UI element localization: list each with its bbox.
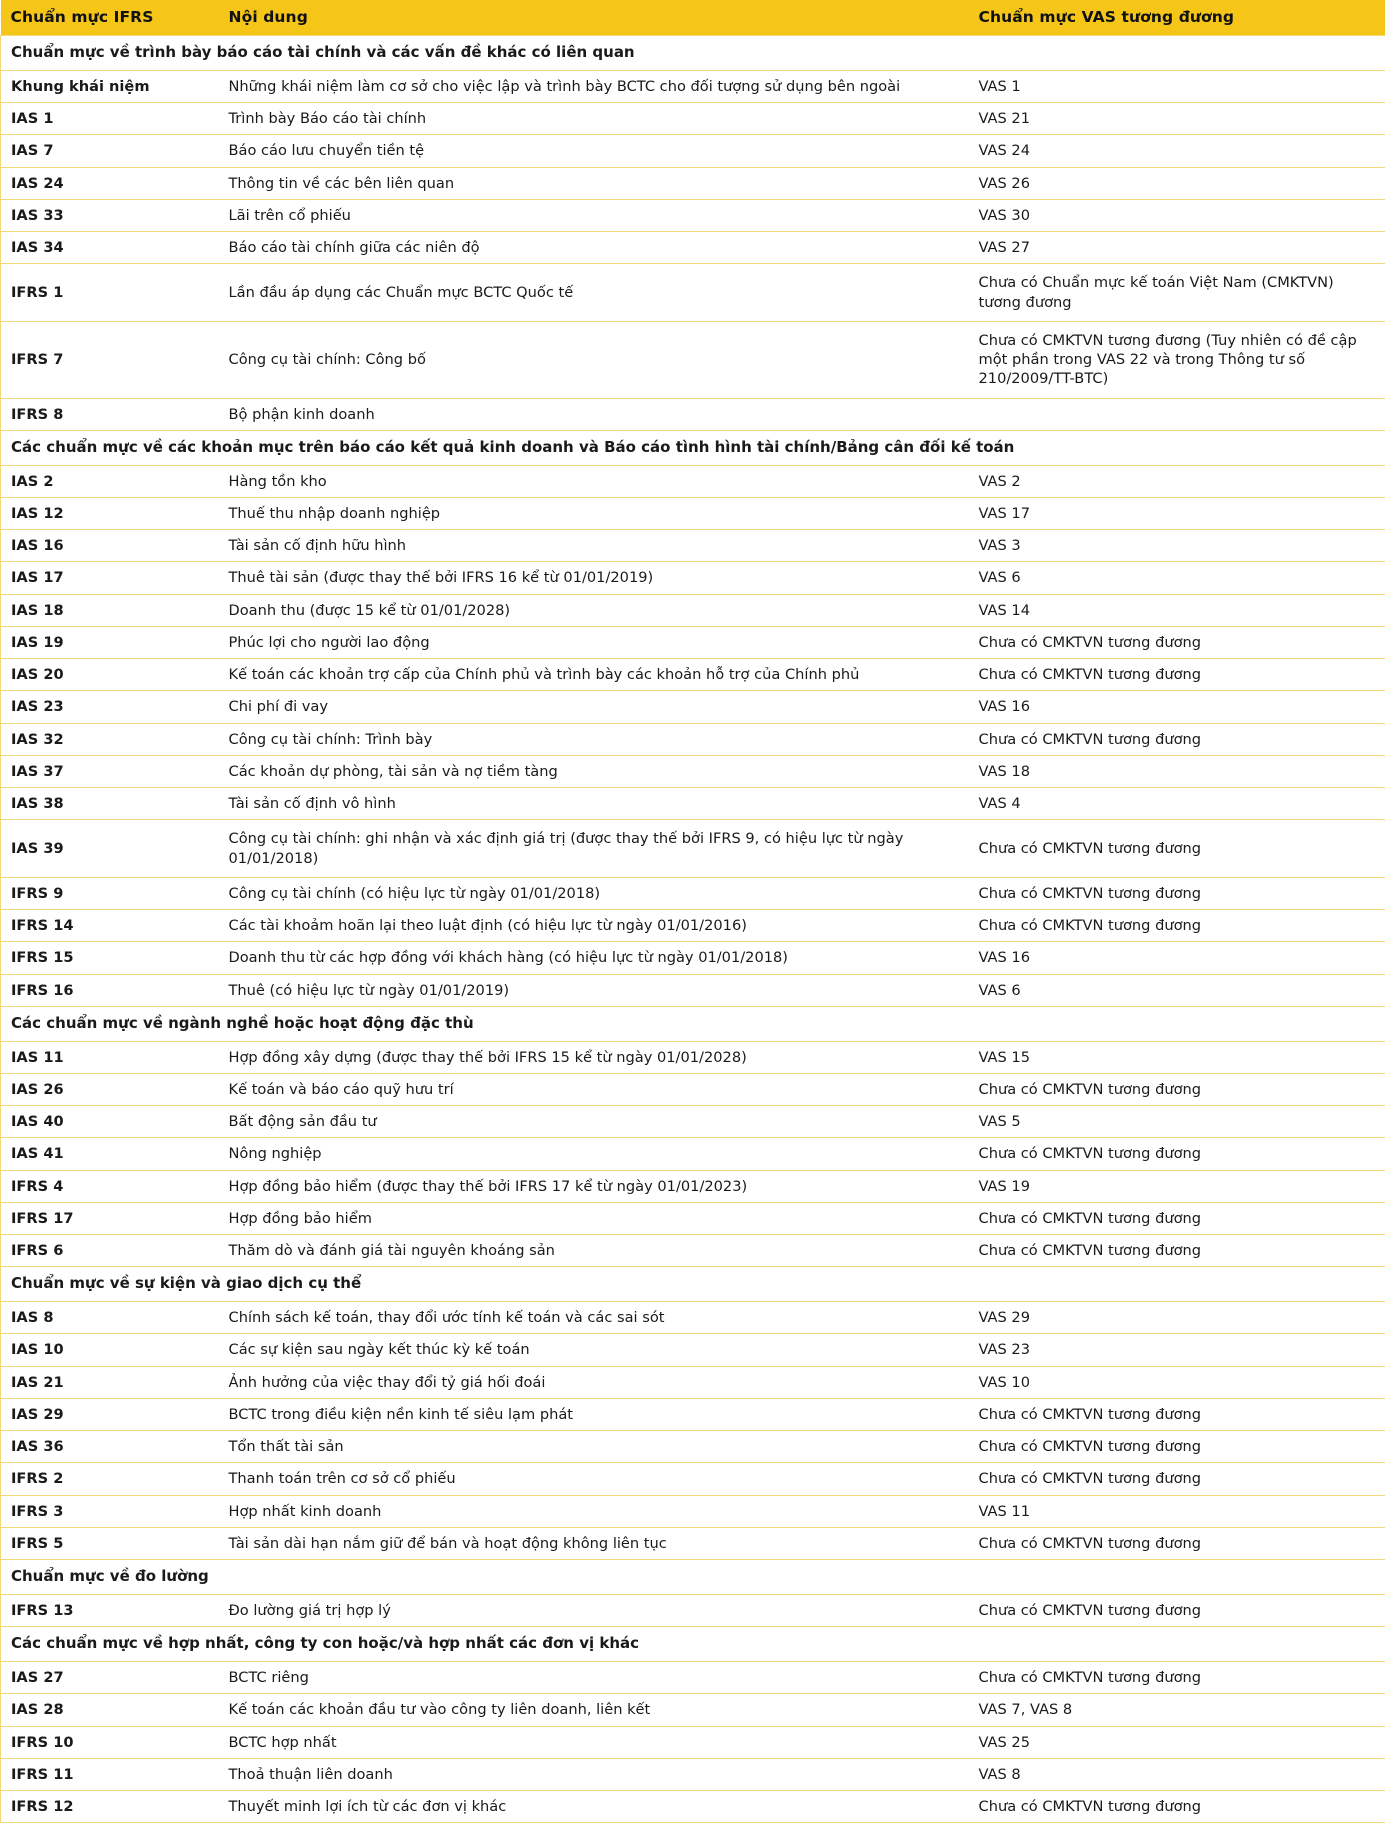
cell-ifrs-code: IFRS 9: [1, 877, 219, 909]
cell-ifrs-code: IAS 1: [1, 103, 219, 135]
cell-ifrs-code: IAS 20: [1, 659, 219, 691]
cell-ifrs-code: IAS 19: [1, 626, 219, 658]
cell-content: Hợp đồng bảo hiểm (được thay thế bởi IFRS 17 kể từ ngày 01/01/2023): [219, 1170, 969, 1202]
group-label: Chuẩn mực về trình bày báo cáo tài chính và các vấn đề khác có liên quan: [1, 36, 1385, 71]
column-header-vas: Chuẩn mực VAS tương đương: [969, 0, 1385, 36]
cell-ifrs-code: Khung khái niệm: [1, 70, 219, 102]
cell-content: Doanh thu từ các hợp đồng với khách hàng (có hiệu lực từ ngày 01/01/2018): [219, 942, 969, 974]
cell-vas-equivalent: Chưa có CMKTVN tương đương (Tuy nhiên có đề cập một phần trong VAS 22 và trong Thông tư số 210/2009/TT-BTC): [969, 321, 1385, 398]
cell-ifrs-code: IFRS 11: [1, 1758, 219, 1790]
cell-ifrs-code: IAS 11: [1, 1041, 219, 1073]
table-row: [1, 321, 1385, 398]
group-label: Các chuẩn mực về hợp nhất, công ty con hoặc/và hợp nhất các đơn vị khác: [1, 1627, 1385, 1662]
cell-vas-equivalent: VAS 7, VAS 8: [969, 1694, 1385, 1726]
cell-ifrs-code: IFRS 2: [1, 1463, 219, 1495]
cell-vas-equivalent: Chưa có CMKTVN tương đương: [969, 1527, 1385, 1559]
cell-ifrs-code: IAS 34: [1, 232, 219, 264]
table-row: [1, 465, 1385, 497]
cell-ifrs-code: IAS 7: [1, 135, 219, 167]
table-row: [1, 70, 1385, 102]
table-row: [1, 562, 1385, 594]
cell-vas-equivalent: VAS 27: [969, 232, 1385, 264]
table-row: [1, 264, 1385, 322]
cell-vas-equivalent: Chưa có CMKTVN tương đương: [969, 1073, 1385, 1105]
cell-vas-equivalent: VAS 29: [969, 1302, 1385, 1334]
column-header-ifrs: Chuẩn mực IFRS: [1, 0, 219, 36]
cell-vas-equivalent: Chưa có Chuẩn mực kế toán Việt Nam (CMKTVN) tương đương: [969, 264, 1385, 322]
table-row: [1, 755, 1385, 787]
cell-content: Các khoản dự phòng, tài sản và nợ tiềm tàng: [219, 755, 969, 787]
cell-vas-equivalent: VAS 18: [969, 755, 1385, 787]
cell-content: Công cụ tài chính: ghi nhận và xác định giá trị (được thay thế bởi IFRS 9, có hiệu lực từ ngày 01/01/2018): [219, 820, 969, 878]
table-group-row: [1, 430, 1385, 465]
cell-ifrs-code: IFRS 8: [1, 398, 219, 430]
cell-ifrs-code: IAS 21: [1, 1366, 219, 1398]
cell-content: Hợp đồng xây dựng (được thay thế bởi IFRS 15 kể từ ngày 01/01/2028): [219, 1041, 969, 1073]
cell-content: Lãi trên cổ phiếu: [219, 199, 969, 231]
cell-ifrs-code: IFRS 1: [1, 264, 219, 322]
cell-vas-equivalent: VAS 25: [969, 1726, 1385, 1758]
cell-ifrs-code: IFRS 13: [1, 1594, 219, 1626]
cell-vas-equivalent: Chưa có CMKTVN tương đương: [969, 1431, 1385, 1463]
cell-ifrs-code: IAS 29: [1, 1398, 219, 1430]
cell-vas-equivalent: Chưa có CMKTVN tương đương: [969, 1463, 1385, 1495]
table-group-row: [1, 1627, 1385, 1662]
column-header-content: Nội dung: [219, 0, 969, 36]
cell-vas-equivalent: Chưa có CMKTVN tương đương: [969, 1202, 1385, 1234]
cell-content: Thoả thuận liên doanh: [219, 1758, 969, 1790]
cell-content: Thuế thu nhập doanh nghiệp: [219, 497, 969, 529]
cell-content: Các tài khoảm hoãn lại theo luật định (có hiệu lực từ ngày 01/01/2016): [219, 910, 969, 942]
cell-ifrs-code: IAS 39: [1, 820, 219, 878]
cell-content: Báo cáo tài chính giữa các niên độ: [219, 232, 969, 264]
cell-ifrs-code: IAS 38: [1, 788, 219, 820]
cell-ifrs-code: IAS 37: [1, 755, 219, 787]
table-row: [1, 530, 1385, 562]
cell-content: Công cụ tài chính: Trình bày: [219, 723, 969, 755]
cell-content: Thanh toán trên cơ sở cổ phiếu: [219, 1463, 969, 1495]
cell-vas-equivalent: VAS 3: [969, 530, 1385, 562]
cell-ifrs-code: IFRS 6: [1, 1235, 219, 1267]
cell-vas-equivalent: [969, 398, 1385, 430]
cell-vas-equivalent: VAS 10: [969, 1366, 1385, 1398]
cell-ifrs-code: IAS 32: [1, 723, 219, 755]
cell-vas-equivalent: Chưa có CMKTVN tương đương: [969, 1662, 1385, 1694]
cell-ifrs-code: IFRS 16: [1, 974, 219, 1006]
cell-ifrs-code: IAS 41: [1, 1138, 219, 1170]
cell-ifrs-code: IAS 16: [1, 530, 219, 562]
cell-content: Nông nghiệp: [219, 1138, 969, 1170]
cell-content: Thuyết minh lợi ích từ các đơn vị khác: [219, 1791, 969, 1823]
table-row: [1, 659, 1385, 691]
cell-vas-equivalent: Chưa có CMKTVN tương đương: [969, 659, 1385, 691]
table-row: [1, 1041, 1385, 1073]
cell-content: BCTC trong điều kiện nền kinh tế siêu lạm phát: [219, 1398, 969, 1430]
cell-ifrs-code: IFRS 4: [1, 1170, 219, 1202]
cell-content: Tổn thất tài sản: [219, 1431, 969, 1463]
cell-vas-equivalent: VAS 16: [969, 691, 1385, 723]
cell-content: Kế toán các khoản đầu tư vào công ty liên doanh, liên kết: [219, 1694, 969, 1726]
cell-ifrs-code: IAS 24: [1, 167, 219, 199]
cell-ifrs-code: IFRS 12: [1, 1791, 219, 1823]
cell-ifrs-code: IAS 2: [1, 465, 219, 497]
table-row: [1, 1726, 1385, 1758]
cell-content: Trình bày Báo cáo tài chính: [219, 103, 969, 135]
table-row: [1, 1366, 1385, 1398]
cell-vas-equivalent: Chưa có CMKTVN tương đương: [969, 1138, 1385, 1170]
table-row: [1, 626, 1385, 658]
cell-vas-equivalent: Chưa có CMKTVN tương đương: [969, 910, 1385, 942]
cell-vas-equivalent: VAS 1: [969, 70, 1385, 102]
cell-content: Thuê tài sản (được thay thế bởi IFRS 16 kể từ 01/01/2019): [219, 562, 969, 594]
cell-vas-equivalent: VAS 24: [969, 135, 1385, 167]
cell-ifrs-code: IFRS 7: [1, 321, 219, 398]
cell-ifrs-code: IAS 18: [1, 594, 219, 626]
table-row: [1, 135, 1385, 167]
cell-ifrs-code: IFRS 17: [1, 1202, 219, 1234]
cell-content: Thăm dò và đánh giá tài nguyên khoáng sản: [219, 1235, 969, 1267]
cell-vas-equivalent: VAS 8: [969, 1758, 1385, 1790]
cell-content: Chính sách kế toán, thay đổi ước tính kế toán và các sai sót: [219, 1302, 969, 1334]
cell-ifrs-code: IAS 27: [1, 1662, 219, 1694]
table-row: [1, 1431, 1385, 1463]
table-row: [1, 497, 1385, 529]
cell-ifrs-code: IAS 40: [1, 1106, 219, 1138]
cell-vas-equivalent: VAS 21: [969, 103, 1385, 135]
table-row: [1, 594, 1385, 626]
cell-vas-equivalent: VAS 26: [969, 167, 1385, 199]
table-group-row: [1, 1560, 1385, 1595]
cell-content: Doanh thu (được 15 kể từ 01/01/2028): [219, 594, 969, 626]
table-row: [1, 1202, 1385, 1234]
cell-content: Lần đầu áp dụng các Chuẩn mực BCTC Quốc tế: [219, 264, 969, 322]
table-row: [1, 1791, 1385, 1823]
table-row: [1, 103, 1385, 135]
cell-ifrs-code: IAS 8: [1, 1302, 219, 1334]
cell-content: Tài sản cố định vô hình: [219, 788, 969, 820]
cell-vas-equivalent: VAS 6: [969, 974, 1385, 1006]
cell-vas-equivalent: VAS 17: [969, 497, 1385, 529]
table-row: [1, 910, 1385, 942]
table-row: [1, 877, 1385, 909]
cell-ifrs-code: IAS 28: [1, 1694, 219, 1726]
cell-content: Ảnh hưởng của việc thay đổi tỷ giá hối đoái: [219, 1366, 969, 1398]
cell-ifrs-code: IFRS 10: [1, 1726, 219, 1758]
cell-content: Tài sản dài hạn nắm giữ để bán và hoạt động không liên tục: [219, 1527, 969, 1559]
table-row: [1, 1694, 1385, 1726]
cell-vas-equivalent: VAS 23: [969, 1334, 1385, 1366]
table-row: [1, 1398, 1385, 1430]
group-label: Chuẩn mực về đo lường: [1, 1560, 1385, 1595]
cell-vas-equivalent: Chưa có CMKTVN tương đương: [969, 1791, 1385, 1823]
cell-content: Hợp đồng bảo hiểm: [219, 1202, 969, 1234]
table-row: [1, 820, 1385, 878]
cell-vas-equivalent: VAS 2: [969, 465, 1385, 497]
cell-content: Hàng tồn kho: [219, 465, 969, 497]
table-row: [1, 1463, 1385, 1495]
cell-vas-equivalent: Chưa có CMKTVN tương đương: [969, 820, 1385, 878]
cell-content: Kế toán và báo cáo quỹ hưu trí: [219, 1073, 969, 1105]
cell-vas-equivalent: Chưa có CMKTVN tương đương: [969, 723, 1385, 755]
cell-vas-equivalent: Chưa có CMKTVN tương đương: [969, 1398, 1385, 1430]
cell-content: Chi phí đi vay: [219, 691, 969, 723]
table-row: [1, 1334, 1385, 1366]
table-row: [1, 1302, 1385, 1334]
table-row: [1, 974, 1385, 1006]
table-row: [1, 723, 1385, 755]
table-row: [1, 199, 1385, 231]
cell-ifrs-code: IAS 26: [1, 1073, 219, 1105]
table-row: [1, 1073, 1385, 1105]
cell-content: Tài sản cố định hữu hình: [219, 530, 969, 562]
table-body: [1, 36, 1385, 1823]
table-row: [1, 788, 1385, 820]
cell-vas-equivalent: VAS 14: [969, 594, 1385, 626]
cell-content: Phúc lợi cho người lao động: [219, 626, 969, 658]
table-group-row: [1, 1267, 1385, 1302]
table-row: [1, 1527, 1385, 1559]
cell-content: Bất động sản đầu tư: [219, 1106, 969, 1138]
cell-vas-equivalent: VAS 30: [969, 199, 1385, 231]
table-row: [1, 691, 1385, 723]
cell-content: BCTC hợp nhất: [219, 1726, 969, 1758]
cell-ifrs-code: IAS 10: [1, 1334, 219, 1366]
cell-ifrs-code: IFRS 3: [1, 1495, 219, 1527]
table-row: [1, 167, 1385, 199]
cell-content: Báo cáo lưu chuyển tiền tệ: [219, 135, 969, 167]
cell-content: Công cụ tài chính: Công bố: [219, 321, 969, 398]
cell-ifrs-code: IFRS 5: [1, 1527, 219, 1559]
table-row: [1, 1138, 1385, 1170]
cell-ifrs-code: IAS 33: [1, 199, 219, 231]
cell-vas-equivalent: VAS 6: [969, 562, 1385, 594]
table-header-row: [1, 0, 1385, 36]
table-row: [1, 1106, 1385, 1138]
cell-content: Những khái niệm làm cơ sở cho việc lập và trình bày BCTC cho đối tượng sử dụng bên ngoài: [219, 70, 969, 102]
cell-content: BCTC riêng: [219, 1662, 969, 1694]
table-group-row: [1, 1006, 1385, 1041]
cell-vas-equivalent: VAS 11: [969, 1495, 1385, 1527]
table-row: [1, 1170, 1385, 1202]
cell-content: Thuê (có hiệu lực từ ngày 01/01/2019): [219, 974, 969, 1006]
cell-content: Thông tin về các bên liên quan: [219, 167, 969, 199]
cell-ifrs-code: IAS 17: [1, 562, 219, 594]
cell-vas-equivalent: Chưa có CMKTVN tương đương: [969, 1235, 1385, 1267]
table-row: [1, 1235, 1385, 1267]
cell-content: Các sự kiện sau ngày kết thúc kỳ kế toán: [219, 1334, 969, 1366]
cell-content: Hợp nhất kinh doanh: [219, 1495, 969, 1527]
cell-content: Công cụ tài chính (có hiệu lực từ ngày 01/01/2018): [219, 877, 969, 909]
cell-content: Kế toán các khoản trợ cấp của Chính phủ và trình bày các khoản hỗ trợ của Chính phủ: [219, 659, 969, 691]
table-header: [1, 0, 1385, 36]
cell-ifrs-code: IAS 23: [1, 691, 219, 723]
table-row: [1, 942, 1385, 974]
cell-vas-equivalent: Chưa có CMKTVN tương đương: [969, 1594, 1385, 1626]
cell-vas-equivalent: VAS 19: [969, 1170, 1385, 1202]
cell-ifrs-code: IAS 36: [1, 1431, 219, 1463]
cell-vas-equivalent: VAS 16: [969, 942, 1385, 974]
cell-vas-equivalent: Chưa có CMKTVN tương đương: [969, 877, 1385, 909]
table-row: [1, 1594, 1385, 1626]
table-row: [1, 232, 1385, 264]
group-label: Các chuẩn mực về các khoản mục trên báo cáo kết quả kinh doanh và Báo cáo tình hình tài chính/Bảng cân đối kế toán: [1, 430, 1385, 465]
cell-content: Đo lường giá trị hợp lý: [219, 1594, 969, 1626]
cell-ifrs-code: IFRS 15: [1, 942, 219, 974]
table-row: [1, 398, 1385, 430]
table-group-row: [1, 36, 1385, 71]
cell-ifrs-code: IFRS 14: [1, 910, 219, 942]
cell-ifrs-code: IAS 12: [1, 497, 219, 529]
cell-content: Bộ phận kinh doanh: [219, 398, 969, 430]
cell-vas-equivalent: VAS 15: [969, 1041, 1385, 1073]
group-label: Chuẩn mực về sự kiện và giao dịch cụ thể: [1, 1267, 1385, 1302]
cell-vas-equivalent: VAS 5: [969, 1106, 1385, 1138]
cell-vas-equivalent: VAS 4: [969, 788, 1385, 820]
table-row: [1, 1662, 1385, 1694]
cell-vas-equivalent: Chưa có CMKTVN tương đương: [969, 626, 1385, 658]
group-label: Các chuẩn mực về ngành nghề hoặc hoạt động đặc thù: [1, 1006, 1385, 1041]
table-row: [1, 1495, 1385, 1527]
table-row: [1, 1758, 1385, 1790]
